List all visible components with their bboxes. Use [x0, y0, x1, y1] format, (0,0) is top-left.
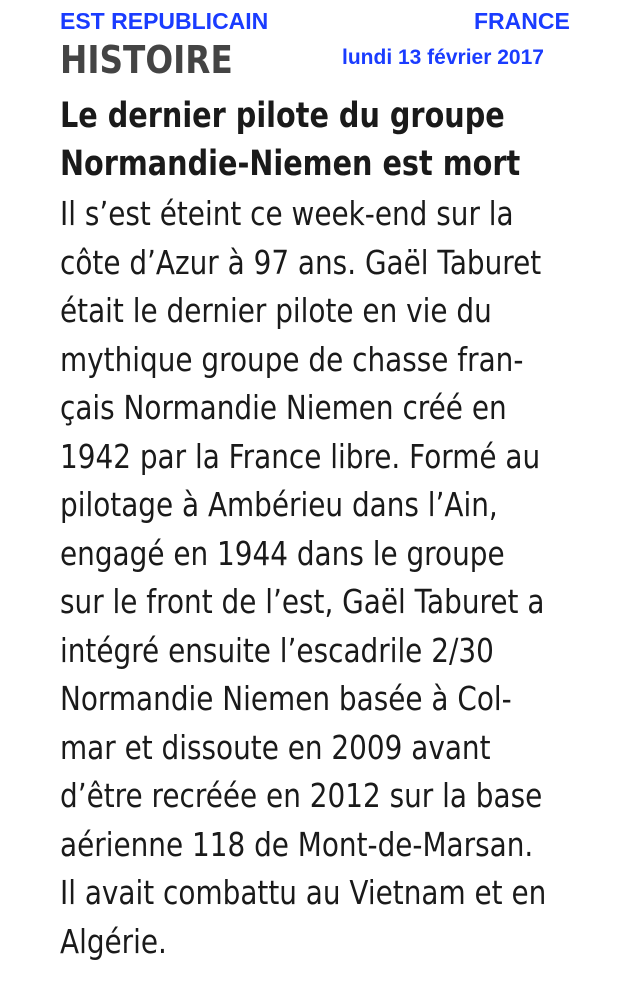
- headline-line: Normandie-Niemen est mort: [60, 144, 521, 184]
- article-body: [60, 190, 546, 966]
- headline-line: Le dernier pilote du groupe: [60, 96, 505, 136]
- body-line: sur le front de l’est, Gaël Taburet a: [60, 582, 545, 621]
- body-line: pilotage à Ambérieu dans l’Ain,: [60, 485, 498, 524]
- body-line: était le dernier pilote en vie du: [60, 291, 492, 330]
- section-rubric: HISTOIRE: [60, 38, 233, 82]
- body-line: mar et dissoute en 2009 avant: [60, 727, 491, 767]
- body-line: Il avait combattu au Vietnam et en: [60, 873, 547, 912]
- body-line: mythique groupe de chasse fran-: [60, 339, 524, 379]
- body-line: engagé en 1944 dans le groupe: [60, 533, 505, 573]
- body-line: Algérie.: [60, 921, 167, 961]
- country-label: FRANCE: [474, 8, 570, 34]
- body-line: d’être recréée en 2012 sur la base: [60, 776, 543, 815]
- publication-date: lundi 13 février 2017: [342, 46, 544, 69]
- body-line: 1942 par la France libre. Formé au: [60, 436, 541, 476]
- article-headline: [60, 92, 585, 188]
- body-line: aérienne 118 de Mont-de-Marsan.: [60, 824, 534, 864]
- body-line: Normandie Niemen basée à Col-: [60, 679, 512, 718]
- body-line: intégré ensuite l’escadrile 2/30: [60, 630, 494, 670]
- body-line: Il s’est éteint ce week-end sur la: [60, 194, 514, 233]
- newspaper-name: EST REPUBLICAIN: [60, 8, 269, 34]
- body-line: côte d’Azur à 97 ans. Gaël Taburet: [60, 242, 542, 282]
- body-line: çais Normandie Niemen créé en: [60, 388, 507, 427]
